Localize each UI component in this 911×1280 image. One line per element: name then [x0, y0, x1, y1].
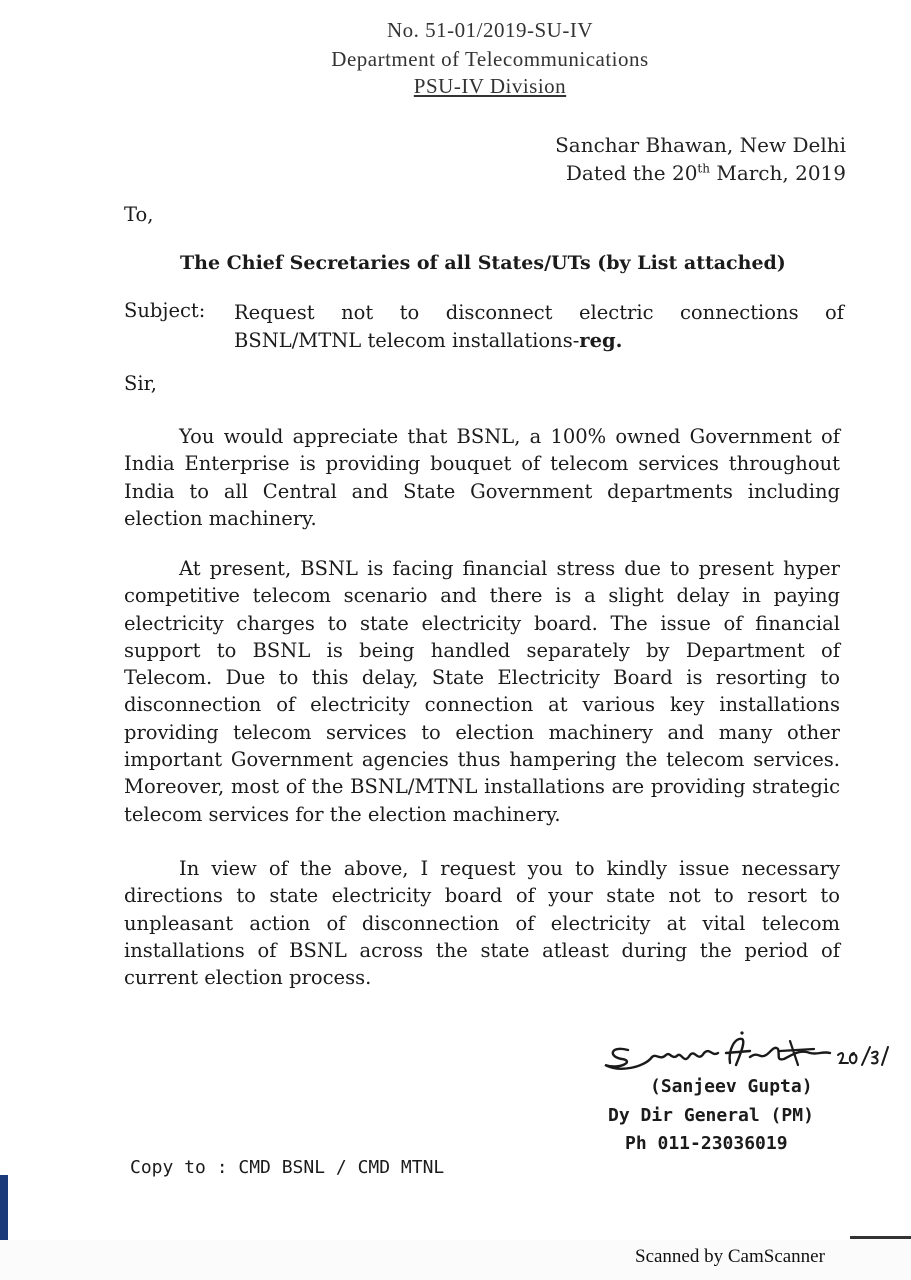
subject-reg: reg. [579, 329, 623, 352]
paragraph-2 [124, 555, 840, 828]
scan-edge-line [850, 1236, 911, 1239]
date-line [566, 161, 846, 185]
signatory-designation: Dy Dir General (PM) [608, 1105, 814, 1126]
salutation: Sir, [124, 372, 157, 395]
scan-edge-mark [0, 1175, 8, 1240]
recipient: The Chief Secretaries of all States/UTs (by List attached) [180, 252, 786, 274]
scanner-watermark: Scanned by CamScanner [635, 1246, 825, 1267]
date-prefix: Dated the 20 [565, 161, 698, 185]
subject-label: Subject: [124, 299, 206, 322]
to-label: To, [124, 203, 154, 226]
paragraph-1-text: You would appreciate that BSNL, a 100% owned Government of India Enterprise is providing bouquet of telecom services throughout India to all Central and State Government departments including election machinery. [124, 425, 840, 530]
file-number: No. 51-01/2019-SU-IV [387, 18, 593, 42]
place-line: Sanchar Bhawan, New Delhi [555, 133, 846, 157]
paragraph-1 [124, 423, 840, 532]
subject-line-1: Request not to disconnect electric connections of [234, 301, 844, 324]
department-name: Department of Telecommunications [331, 47, 649, 71]
subject-text: BSNL/MTNL telecom installations- [234, 329, 580, 352]
copy-to: Copy to : CMD BSNL / CMD MTNL [130, 1157, 445, 1178]
paragraph-2-text: At present, BSNL is facing financial stress due to present hyper competitive telecom scenario and there is a slight delay in paying electricity charges to state electricity board. The issue of financial support to BSNL is being handled separately by Department of Telecom. Due to this delay, State Electricity Board is resorting to disconnection of electricity connection at various key installations providing telecom services to election machinery and many other important Government agencies thus hampering the telecom services. Moreover, most of the BSNL/MTNL installations are providing strategic telecom services for the election machinery. [124, 557, 840, 826]
signatory-phone: Ph 011-23036019 [625, 1133, 788, 1154]
date-suffix: March, 2019 [709, 161, 846, 185]
division-label: PSU-IV Division [413, 74, 567, 98]
paragraph-3-text: In view of the above, I request you to kindly issue necessary directions to state electricity board of your state not to resort to unpleasant action of disconnection of electricity at vital telecom installations of BSNL across the state atleast during the period of current election process. [124, 857, 840, 990]
division-name [380, 74, 600, 99]
paragraph-3 [124, 855, 840, 991]
signatory-name: (Sanjeev Gupta) [650, 1076, 813, 1097]
subject-line-2 [234, 327, 622, 354]
date-sup: th [697, 161, 710, 176]
